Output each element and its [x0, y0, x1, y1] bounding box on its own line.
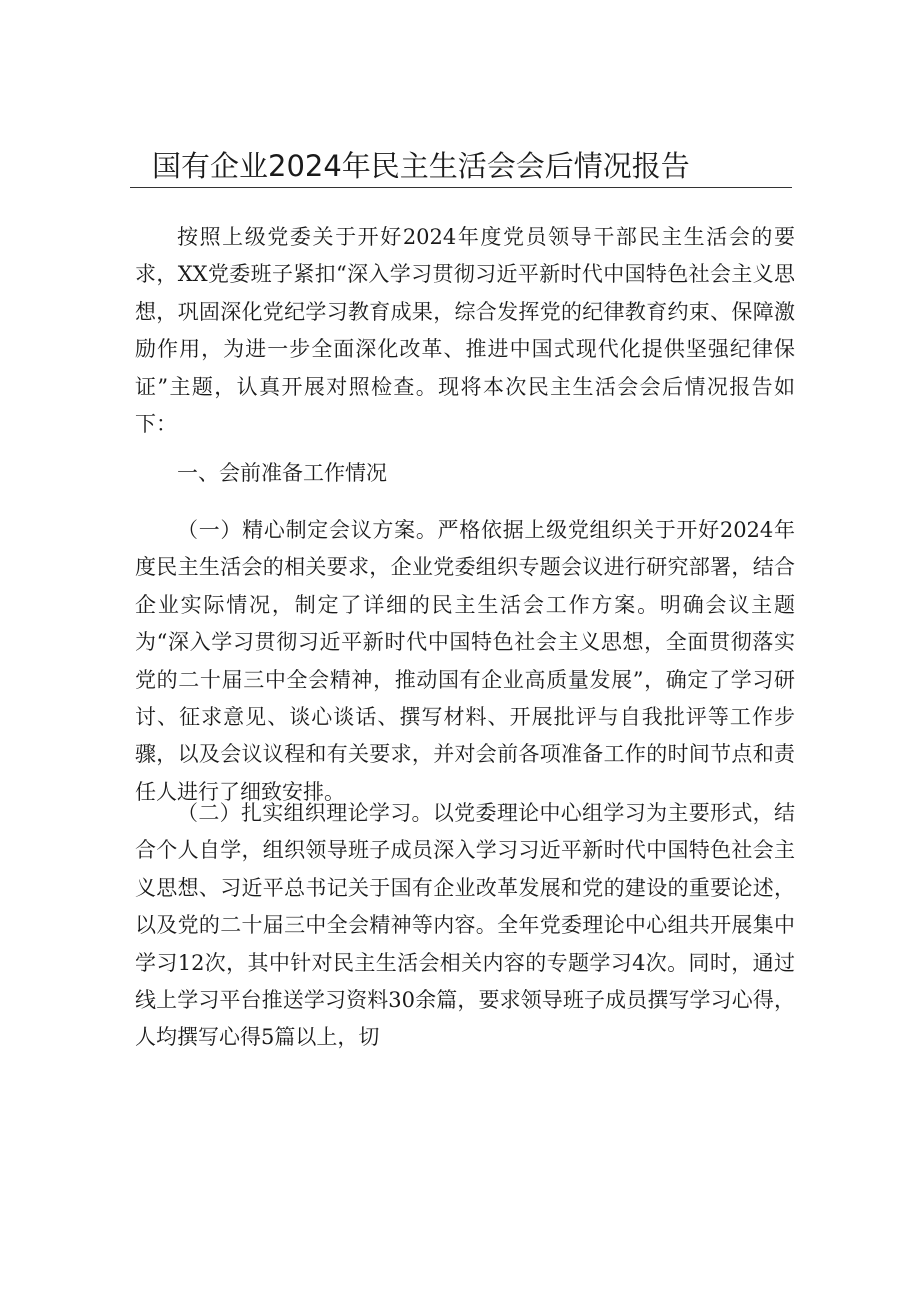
intro-paragraph: 按照上级党委关于开好2024年度党员领导干部民主生活会的要求，XX党委班子紧扣“深入学习贯彻习近平新时代中国特色社会主义思想，巩固深化党纪学习教育成果，综合发挥党的纪律教育约束、保障激励作用，为进一步全面深化改革、推进中国式现代化提供坚强纪律保证”主题，认真开展对照检查。现将本次民主生活会会后情况报告如下： [135, 225, 795, 437]
title-underline [130, 187, 792, 188]
section1-item2-paragraph: （二）扎实组织理论学习。以党委理论中心组学习为主要形式，结合个人自学，组织领导班子成员深入学习习近平新时代中国特色社会主义思想、习近平总书记关于国有企业改革发展和党的建设的重要论述，以及党的二十届三中全会精神等内容。全年党委理论中心组共开展集中学习12次，其中针对民主生活会相关内容的专题学习4次。同时，通过线上学习平台推送学习资料30余篇，要求领导班子成员撰写学习心得，人均撰写心得5篇以上，切 [135, 801, 795, 1050]
document-title: 国有企业2024年民主生活会会后情况报告 [152, 149, 690, 183]
section1-item1-paragraph: （一）精心制定会议方案。严格依据上级党组织关于开好2024年度民主生活会的相关要求，企业党委组织专题会议进行研究部署，结合企业实际情况，制定了详细的民主生活会工作方案。明确会议主题为“深入学习贯彻习近平新时代中国特色社会主义思想，全面贯彻落实党的二十届三中全会精神，推动国有企业高质量发展”，确定了学习研讨、征求意见、谈心谈话、撰写材料、开展批评与自我批评等工作步骤，以及会议议程和有关要求，并对会前各项准备工作的时间节点和责任人进行了细致安排。 [135, 518, 795, 804]
section-heading-1: 一、会前准备工作情况 [177, 461, 387, 485]
